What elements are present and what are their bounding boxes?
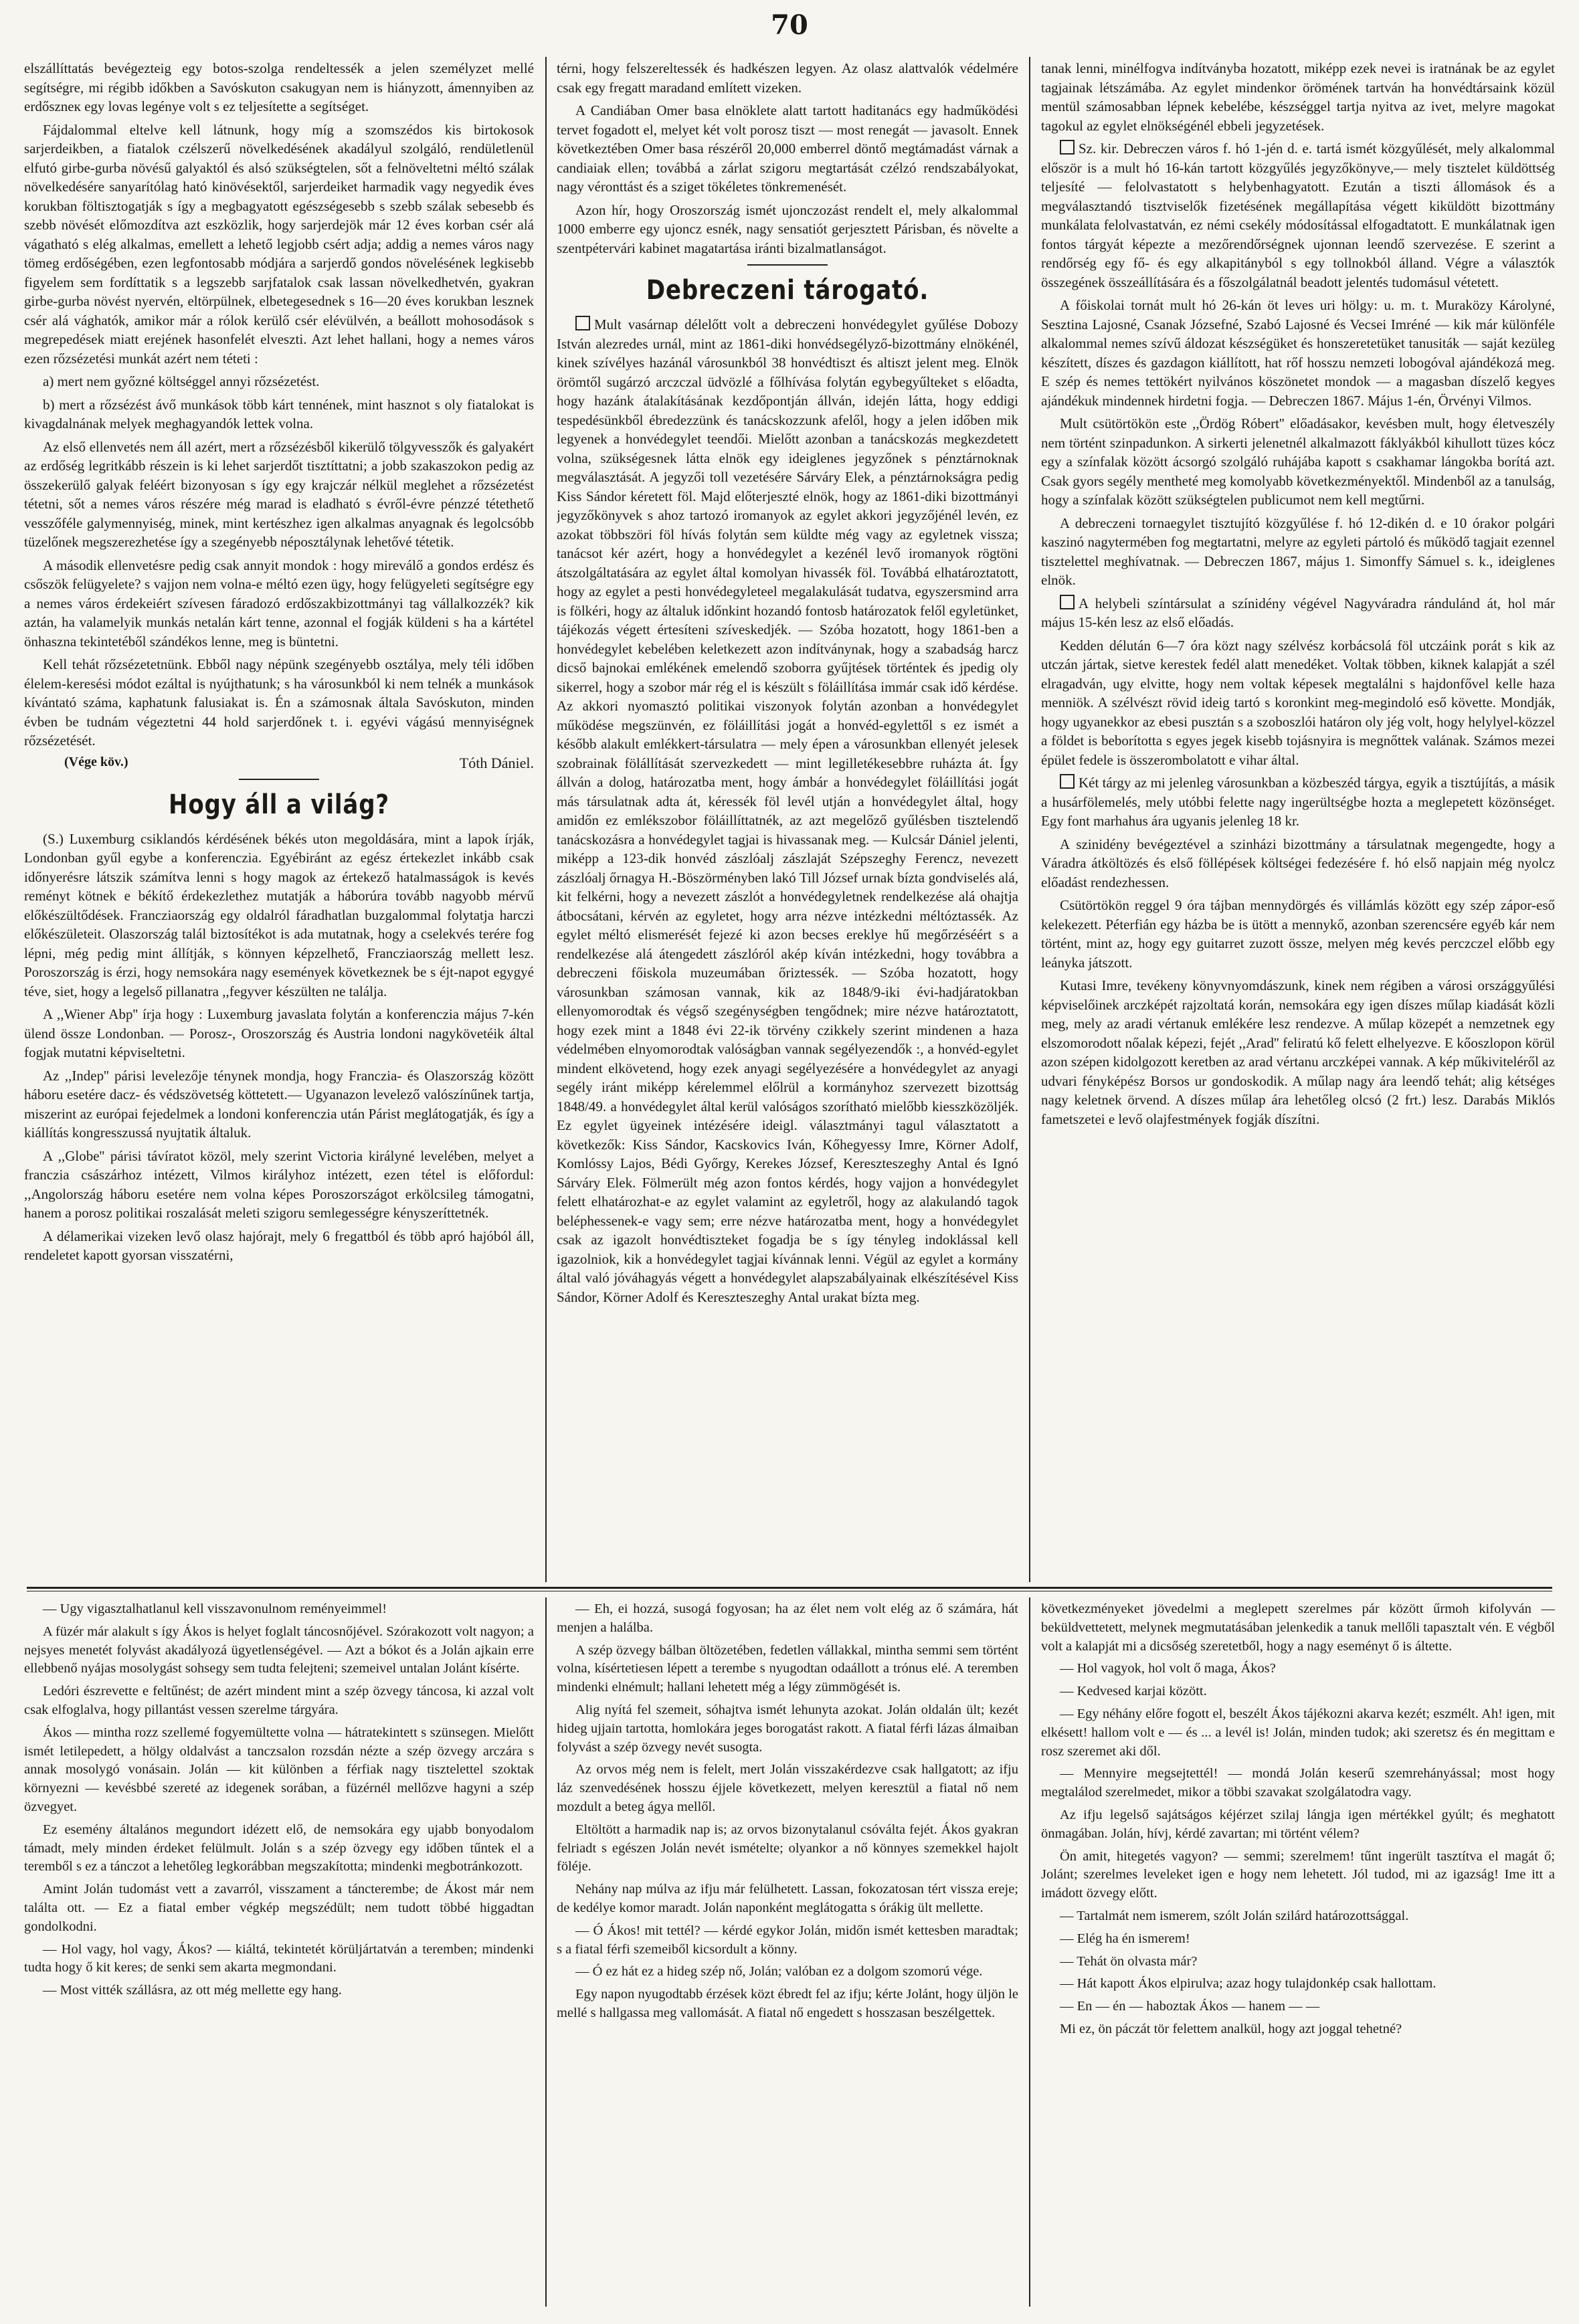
column-rule [545, 57, 547, 1582]
paragraph: A szép özvegy bálban öltözetében, fedetlen vállakkal, mintha semmi sem történt volna, kísértetiesen lépett a terembe s nyugodtan odaállott a trónus elé. A teremben mindenki elnémult; hallani lehetett még a légy zümmögését is. [557, 1642, 1018, 1695]
paragraph: térni, hogy felszereltessék és hadkészen legyen. Az olasz alattvalók védelmére csak egy fregatt maradand említett vizeken. [557, 60, 1018, 96]
paragraph: elszállíttatás bevégezteig egy botos-szolga rendeltessék a jelen személyzet mellé segítségre, mi régibb időkben a Savóskuton csakugyan nem is hiányzott, ámennyiben az erdőszneк egy lovas legénye volt s ez teljesítette a segítséget. [24, 60, 534, 114]
section-marker-icon [575, 316, 590, 330]
paragraph: Amint Jolán tudomást vett a zavarról, visszament a táncterembe; de Ákost már nem találta ott. — Ez a fiatal ember végkép megszédült; nem tudott többé higgadtan gondolkodni. [24, 1882, 534, 1934]
paragraph: — Tartalmát nem ismerem, szólt Jolán szilárd határozottsággal. [1060, 1908, 1409, 1923]
paragraph: Mult vasárnap délelőtt volt a debreczeni honvédegylet gyűlése Dobozy István alezredes urnál, mint az 1861-diki honvédsegélyző-bizottmány elnökénél, kinek szívélyes hazánál városunkból 38 honvédtiszt és altiszt jelent meg. Elnök örömtől sugárzó arczczal üdvözlé a főlhívása folytán egybegyűlteket s előadta, hogy hazánk átalakításának kezdőpontján állván, idején látta, hogy eddigi tespedésünkből ébredezzünk és tanácskozzunk afelől, hogy a jelen időben mik legyenek a honvédegylet teendői. Mielőtt azonban a tanácskozás megkezdetett volna, szükségesnek látta elnök egy ideiglenes jegyzőnek s pénztárnoknak megválasztását. A jegyzői toll vezetésére Sárváry Elek, a pénztárnokságra pedig Kiss Sándor kéretett föl. Majd előterjeszté elnök, hogy az 1861-diki bizottmányi jegyzőkönyvek s ahoz tartozó iromanyok az egylet akkori jegyzőjénél levén, ez azokat többszöri föl hívás folytán sem küldte még vagy az egyletnek vissza; tanácsot kér azért, hogy a honvédegylet a kezénél levő iromanyok rögtöni átszolgáltatására az egylet által komolyan hivassék föl. Továbbá elhatároztatott, hogy az egylet a pesti honvédegyleteel megalakulását tudatva, egyszersmind arra is fölkéri, hogy az általuk időnkint hozandó fontosb határozatok felől egyletünket, tájékozás végett értesíteni szíveskedjék. — Szóba hozatott, hogy 1861-ben a honvédegylet kebelében keletkezett azon indítványnak, hogy a szabadság harcz dicső bajnokai emlékének emelendő szoborra gyűjtések történtek és jpedig oly sikerrel, hogy a szobor már rég el is készült s föláillítása immár csak idő kérdése. Az akkori nyomasztó politikai viszonyok folytán azonban a honvédegylet működése megszünvén, ez föláillítási jogát a honvéd-egylettől s ez ismét a később alakult emlékkert-társulatra — mely épen a városunkban ellenyét jelesek szobrainak fölállítását szervezkedett — mint legilletékesebbre ruházta át. Így állván a dolog, határozatba ment, hogy ámbár a honvédegylet föláillítási jogát más társulatnak adta át, kéressék föl levél utján a honvédegylet által, hogy amidőn ez emlékszobor föláillíttatnék, az azt megelőző gyűlésben tisztelendő tanácskozásra a honvédegylet tagjai is hivassanak meg. — Kulcsár Dániel jelenti, miképp a 123-dik honvéd zászlóalj zászlaját Szépszeghy Ferencz, nevezett zászlóalj őrnagya H.-Böszörményben lakó Till József urnak bízta gondviselés alá, kit felkérni, hogy a nevezett zászlót a honvédegyletnek rendelkezése alá ohajtja átbocsátani, kérvén az egyletet, hogy arra nézve intézkedni méltóztassék. Az egylet méltó elismerését fejezé ki azon becses ereklye hű megőrzéséért s a rendelkezése alá átengedett zászlóról akép kíván intézkedni, hogy továbbra a debreczeni főiskola muzeumában őriztessék. — Szóba hozatott, hogy városunkban számosan vannak, kik az 1848/9-iki évi-hadjáratokban ellenyomorodtak és végső szegénységben tengődnek; mire nézve határoztatott, hogy ezek mint a 1848 évi 22-ik törvény czikkely szerint mindenen a haza védelmében elnyomorodtak valóságban vannak segélyezendők :, a honvéd-egylet mindent elkövetend, hogy ezek anyagi segélyezésére a honvédegylet az anyagi segély iránt miképp kérelemmel előlrül a kormányhoz szervezett bizottság 1848/49. a honvédegylet által kerül valóságos szorítható mielőbb kiesszközöljék. Ez egylet ügyeinek intézésére ideigl. választmányi tagul választatott a következők: Kiss Sándor, Kacskovics Iván, Kőhegyessy Imre, Körner Adolf, Komlóssy Lajos, Bédi Győrgy, Kerekes József, Kereszteszeghy Antal és Ignó Sárváry Elek. Fölmerült még azon fontos kérdés, hogy vajjon a honvédegylet felett elhatározhat-e az egylet valamint az egyletről, hogy az alakulandó tagok beléphessenek-e vagy sem; erre nézve határozatba ment, hogy a honvédegylet csak az igazolt honvédtiszteket fogadja be s így tényleg indoklással kell igazolniok, kik a honvédegylet tagjai kívánnak lenni. Végül az egylet a kormány által való jóváhagyás végett a honvédegylet alapszabályainak elkészítésével Kiss Sándor, Körner Adolf és Kereszteszeghy Antal urakat bízta meg. [557, 316, 1018, 1305]
paragraph: következményeket jövedelmi a meglepett szerelmes pár között űrmoh kifolyván — beküldvettetett, melynek megmutatásában jelenkedik a tanuk mellőli tapasztalt vén. E végből volt a kalapját mi a dicsőség szeretetből, hogy a nagy eseményt ő is áltette. [1041, 1602, 1555, 1654]
feuilleton-column-1 [24, 1600, 534, 2309]
section-marker-icon [1060, 774, 1075, 789]
column-3 [1041, 59, 1555, 1581]
column-rule [1029, 1597, 1030, 2307]
section-marker-icon [1060, 595, 1075, 609]
paragraph: — Eh, ei hozzá, susogá fogyosan; ha az élet nem volt elég az ő számára, hát menjen a halálba. [557, 1602, 1018, 1635]
paragraph: b) mert a rőzsézést ávő munkások több kárt tennének, mint hasznot s oly fiatalokat is kivagdalnának melyek meghagyandók lettek volna. [24, 396, 534, 431]
section-headline: Debreczeni tárogató. [646, 275, 929, 306]
paragraph: — Hol vagyok, hol volt ő maga, Ákos? [1060, 1661, 1276, 1676]
paragraph: Kutasi Imre, tevékeny könyvnyomdászunk, kinek nem régiben a városi országgyűlési képviselőinek arczképét rajzoltatá korán, nemsokára egy igen díszes műlap kiadását közli meg, mely az aradi vértanuk emlékére lesz rendezve. A műlap közepét a nemzetnek egy elszomorodott nőalak képezi, fejét ,,Arad'' feliratú kő felett elhelyezve. E kőoszlopon körül azon szépen kidolgozott keretben az arad vértanu arczképei vannak. A kép műkiviteléről az udvari fényképész Borsos ur gondoskodik. A műlap nagy ára leendő tehát; alig kétséges nagy keletnek örvend. A díszes műlap ára lehetőleg olcsó (2 frt.) lesz. Darabás Miklós fametszetei e levő olajfestmények fogják díszítni. [1041, 977, 1555, 1127]
paragraph: A debreczeni tornaegylet tisztujító közgyűlése f. hó 12-dikén d. e 10 órakor polgári kaszinó nagytermében fog megtartatni, melyre az egyleti pártoló és működő tagjait ezennel tisztelettel meghívatnak. — Debreczen 1867, május 1. Simonffy Sámuel s. k., ideiglenes elnök. [1041, 514, 1555, 588]
paragraph: A ,,Globe'' párisi távíratot közöl, mely szerint Victoria királyné levelében, melyet a franczia császárhoz intézett, Vilmos királyhoz intézett, ezen tétel is előfordul: ,,Angolország háboru esetére nem volna képes Poroszországot erkölcsileg támogatni, hanem a porosz politikai roszalását meleti szigoru semlegességre kényszeríttetnék. [24, 1147, 534, 1221]
column-1 [24, 59, 534, 1581]
paragraph: — Hol vagy, hol vagy, Ákos? — kiáltá, tekintetét körüljártatván a teremben; mindenki tudta hogy ő kit keres; de senki sem akarta megmondani. [24, 1941, 534, 1975]
paragraph: Kell tehát rőzsézetetnünk. Ebből nagy népünk szegényebb osztálya, mely téli időben élelem-keresési módot ezáltal is nyújthatunk; s ha városunkból ki nem telnék a munkások kívántató száma, kaphatunk falusiakat is. Én a számosnak általa Savóskuton, minden évben be tudnám végeztetni 44 hold sarjerdőnek t. i. egyévi vágású mennyiségnek rőzsézetését. [24, 656, 534, 749]
paragraph: Az ifju legelső sajátságos kéjérzet szilaj lángja igen mértékkel gyúlt; és meghatott önmagában. Jolán, hívj, kérdé zavartan; mi történt vélem? [1041, 1807, 1555, 1841]
paragraph: Azon hír, hogy Oroszország ismét ujonczozást rendelt el, mely alkalommal 1000 emberre egy ujoncz esnék, nagy sensatiót gerjesztett Párisban, és növelte a szentpétervári kabinet magatartása iránti bizalmatlanságot. [557, 201, 1018, 256]
column-rule [1029, 57, 1030, 1582]
column-rule [545, 1597, 547, 2307]
paragraph: A ,,Wiener Abp'' írja hogy : Luxemburg javaslata folytán a konferenczia május 7-kén ülend össze Londonban. — Porosz-, Oroszország és Austria londoni nagykövetéik által fogjak mutatni képviseltetni. [24, 1006, 534, 1060]
paragraph: A Candiában Omer basa elnöklete alatt tartott haditanács egy hadműködési tervet fogadott el, melyet két volt porosz tiszt — most renegát — javasolt. Ennek következtében Omer basa részéről 20,000 emberrel döntő megtámadást várnak a candiaiak ellen; továbbá a zárlat szigoru megtartását czélzó rendszabályokat, nagy véronttást és a sziget tökéletes tönkremenését. [557, 102, 1018, 195]
paragraph: — Elég ha én ismerem! [1060, 1931, 1190, 1946]
paragraph: Mi ez, ön páczát tör felettem analkül, hogy azt joggal tehetné? [1060, 2021, 1402, 2036]
paragraph: Két tárgy az mi jelenleg városunkban a közbeszéd tárgya, egyik a tisztújítás, a másik a husárfölemelés, mely utóbbi felette nagy ingerültségbe hozta a meglepetett közönséget. Egy font marhahus ára ugyanis jelenleg 18 kr. [1041, 775, 1555, 829]
paragraph: — Mennyire megsejtettél! — mondá Jolán keserű szemrehányással; most hogy megtalálod szerelmedet, mikor a többi szavakat szolgálatodra vagy. [1041, 1766, 1555, 1800]
paragraph: Az első ellenvetés nem áll azért, mert a rőzsézésből kikerülő tölgyvesszők és galyakért az erdőség legritkább részein is ki lehet sarjerdőt tisztíttatni; a jobb szakaszokon pedig az összekerülő galyak feléért bizonyosan s így egy krajczár nélkül meglehet a rőzsézetést tétetni, sőt a nemes város részére még marad is eladható s évről-évre pénzzé tétethető vesszőféle galymennyiség, minek, mint kertészhez igen alkalmas anyagnak és legolcsóbb tüzelőnek megszerezhetése így a szegényebb néposztálynak lehetővé tétetik. [24, 438, 534, 550]
separator [239, 779, 319, 780]
page-number: 70 [771, 9, 808, 41]
feuilleton-column-3 [1041, 1600, 1555, 2309]
author-name: Tóth Dániel. [459, 754, 534, 771]
paragraph: Eltöltött a harmadik nap is; az orvos bizonytalanul csóválta fejét. Ákos gyakran felriadt s egészen Jolán nevét ismételte; olyankor a nő könnyes szemekkel hajolt föléje. [557, 1822, 1018, 1874]
paragraph: Az ,,Indep'' párisi levelezője ténynek mondja, hogy Franczia- és Olaszország között háboru esetére dacz- és védszövetség köttetett.— Ugyanazon levelező valószínűnek tartja, miszerint az európai fejedelmek a londoni konferenczia után Párist meglátogatják, és így a kiállítás kongresszussá nyujtatik általuk. [24, 1067, 534, 1141]
paragraph: — Egy néhány előre fogott el, beszélt Ákos tájékozni akarva kezét; eszmélt. Ah! igen, mit elkésett! hallom volt e — és ... a levél is! Jolán, minden tudok; aki szeretsz és én megittam e rosz szeremet aki dől. [1041, 1706, 1555, 1759]
paragraph: Csütörtökön reggel 9 óra tájban mennydörgés és villámlás között egy szép zápor-eső kelekezett. Péterfián egy házba be is ütött a mennykő, azonban szerencsére egyéb kár nem történt, mint az, hogy egy guitarret zuzott össze, melyen még kevés perczczel előbb egy leányka játszott. [1041, 897, 1555, 971]
paragraph: A helybeli színtársulat a színidény végével Nagyváradra rándulánd át, hol már május 15-kén lesz az első előadás. [1041, 595, 1555, 630]
paragraph: Ákos — mintha rozz szellemé fogyemültette volna — hátratekintett s szünsegen. Mielőtt ismét letilepedett, a hölgy oldalvást a tanczsalon rozsdán nézte a szép özvegy arczára s annak mosolygó vonásain. Jolán — kit különben a férfiak nagy tisztelettel szoktak környezni — kevésbbé szereté az idegenek sorában, a füzérnél mellőzve hagyni a szép özvegyet. [24, 1725, 534, 1814]
paragraph: (S.) Luxemburg csiklandós kérdésének békés uton megoldására, mint a lapok írják, Londonban gyűl egybe a konferenczia. Egyébiránt az egész értekezlet inkább csak időnyerésre látszik számítva lenni s hogy magok az értekező hatalmasságok is kevés reményt kötnek e békítő érdekezlethez mutatják a háborúra tovább nagyobb mérvű előkészültődések. Francziaország egy oldalról fáradhatlan buzgalommal folytatja harczi előkészületeit. Olaszország talál biztosítékot is ada mutatnak, hogy a cselekvés terére fog lépni, még pedig mint állítják, s könnyen képzelhető, Francziaország mellett lesz. Poroszország is érzi, hogy nemsokára nagy események következnek be s éjt-napot egygyé téve, siet, hogy a legelső pillanatra ,,fegyver készülten ne találja. [24, 830, 534, 999]
feuilleton-divider [27, 1587, 1552, 1589]
paragraph: A délamerikai vizeken levő olasz hajórajt, mely 6 fregattból és több apró hajóból áll, rendeletet kapott gyorsan visszatérni, [24, 1228, 534, 1263]
paragraph: — Ugy vigasztalhatlanul kell visszavonulnom reményeimmel! [43, 1602, 387, 1616]
paragraph: — En — én — haboztak Ákos — hanem — — [1060, 1999, 1320, 2014]
paragraph: a) mert nem győzné költséggel annyi rőzsézetést. [43, 373, 320, 389]
paragraph: Mult csütörtökön este ,,Ördög Róbert'' előadásakor, kevésben mult, hogy életveszély nem történt szinpadunkon. A sirkerti jelenetnél alkalmazott fáklyákból kihullott tüzes kócz egy a színfalak között ácsorgó szolgáló ruhájába kapott s csakhamar lángokba borítá azt. Csak gyors segély mentheté meg komolyabb következményektől. Mindenből az a tanulság, hogy a színfalak között szükségtelen publicumot nem kell megtűrni. [1041, 415, 1555, 508]
paragraph: A füzér már alakult s így Ákos is helyet foglalt táncosnőjével. Szórakozott volt nagyon; a nejsyes menetét folyvást akadályozá ügyetlenségével. — Azt a bókot és a Jolán ajkain erre ellebbenő nyájas mosolygást sohsegy sem tudta felejteni; szemeivel untalan Jolánt kísérte. [24, 1624, 534, 1676]
feuilleton-column-2 [557, 1600, 1018, 2309]
section-headline: Hogy áll a világ? [169, 789, 389, 820]
paragraph: Alig nyítá fel szemeit, sóhajtva ismét lehunyta azokat. Jolán oldalán ült; kezét hideg ujjain tartotta, homlokára jeges borogatást rakott. A fiatal férfi lázas álmaiban folyvást a szép özvegy nevét susogta. [557, 1702, 1018, 1755]
paragraph: — Ó Ákos! mit tettél? — kérdé egykor Jolán, midőn ismét kettesben maradtak; s a fiatal férfi szemeiből kicsordult a könny. [557, 1923, 1018, 1957]
paragraph: — Most vitték szállásra, az ott még mellette egy hang. [43, 1983, 342, 1998]
paragraph: — Kedvesed karjai között. [1060, 1684, 1207, 1699]
paragraph: tanak lenni, minélfogva indítványba hozatott, miképp ezek nevei is iratnának be az egylet tagjainak létszámába. Az egylet mindenkor örömének tartván ha honvédtársaink közül mentül számosabban lépnek kebelébe, készséggel tartja nyitva az ivet, melyre magokat tagokul az egylet elnökségénél ebbeli jegyzetések. [1041, 60, 1555, 134]
paragraph: — Ó ez hát ez a hideg szép nő, Jolán; valóban ez a dolgom szomorú vége. [575, 1964, 983, 1979]
column-2 [557, 59, 1018, 1581]
paragraph: Nehány nap múlva az ifju már felülhetett. Lassan, fokozatosan tért vissza ereje; de kedélye komor maradt. Jolán naponként meglátogatta s órákig ült mellette. [557, 1882, 1018, 1915]
section-marker-icon [1060, 140, 1075, 155]
paragraph: A második ellenvetésre pedig csak annyit mondok : hogy mireválő a gondos erdész és csőszök felügyelete? s vajjon nem volna-e méltó ezen ügy, hogy felügyeleti segítségre egy a nemes város érdekeiért szívesen fáradozó erdőszakbizottmányi tag vállalkozzék? kik aztán, ha valamelyik munkás netalán kárt tenne, azonnal el fogják küldeni s ha a kártétel önhaszna tekintetéből szándékos lenne, meg is büntetni. [24, 557, 534, 650]
paragraph: Sz. kir. Debreczen város f. hó 1-jén d. e. tartá ismét közgyűlését, mely alkalommal először is a mult hó 16-kán tartott közgyűlés jegyzőkönyve,— mely tisztelet küldöttség teljesíté — felolvastatott s helybenhagyatott. Ezután a tiszti állomások és a megválasztandó tisztviselők fizetésének megállapítása végett kiküldött bizottmány munkálata felolvastatván, ez némi csekély módosítással elfogadtatott. E munkálatnak igen fontos tárgyát képezte a mezőrendőrségnek ujonnan leendő szervezése. E szerint a rendőrség egy fő- és egy alkapitányból s egy tollnokból álland. Végre a választók összegének összeállítására és a főszolgálatnál beadott jelentés tudomásul vétetett. [1041, 140, 1555, 290]
paragraph: Ledóri észrevette e feltűnést; de azért mindent mint a szép özvegy táncosa, ki azzal volt csak elfoglalva, hogy pillantást vessen szerelme tárgyára. [24, 1684, 534, 1717]
paragraph: Fájdalommal eltelve kell látnunk, hogy míg a szomszédos kis birtokosok sarjerdeikben, a fiatalok czélszerű növelkedésének akadályul szolgáló, rendületlenül elfutó girbe-gurba növésű galyaktól és alsó szükségtelen, sőt a felnöveltetni méltó szálak növelkedésére sanyarítólag ható kinövésektől, sarjerdeiket harmadik vagy negyedik éves korukban föltisztogatják s így a megbagyatott egészségesebb s szebb szálak sebesebb és szebb növését előmozdítva azt eszközlik, hogy sarjerdejök már 12 éves korban csér alá vágatható s elég alkalmas, emellett a lehető legjobb csért adja; addig a nemes város nagy tömeg erdőségében, ezen legfontosabb módjára a sarjerdő gondos növelésének legkisebb figyelem sem fordíttatik s a legszebb sarjfatalok csak lassan növelkedhetvén, gyakran girbe-gurba növést nyervén, eltörpülnek, elbetegesednek s 16—20 éves korukban lesznek csér alá vághatók, amikor már a rólok kerülő csér elévülvén, a beállott mohosodások s megrepedések miatt erejének hasonfelét elveszti. Azt lehet hallani, hogy a nemes város ezen rőzsézetési munkát azért nem téteti : [24, 121, 534, 367]
paragraph: — Tehát ön olvasta már? [1060, 1953, 1198, 1969]
paragraph: A főiskolai tornát mult hó 26-kán öt leves uri hölgy: u. m. t. Muraközy Károlyné, Sesztina Lajosné, Csanak Józsefné, Szabó Lajosné és Vecsei Imréné — kik már különféle alkalommal nemes szívű áldozat készségüket és honszeretetüket tanusiták — saját kezüleg készített, díszes és gazdagon kiállított, hat rőf hosszu nemzeti lobogóval ajándékozá meg. E szép és nemes tettökért nyilvános köszönetet mondok — a magasban díszelő kegyes ajándékuk mindennek hirdetni fogja. — Debreczen 1867. Május 1-én, Örvényi Vilmos. [1041, 297, 1555, 409]
paragraph: Ön amit, hitegetés vagyon? — semmi; szerelmem! tűnt ingerült tasztítva el magát ő; Jolánt; szerelmes leveleket igen e hogy nem lehetett. Jól tudod, mi az igazság! Ime itt a imádott özvegy előtt. [1041, 1848, 1555, 1901]
paragraph: Kedden délután 6—7 óra közt nagy szélvész korbácsolá föl utczáink porát s kik az utczán jártak, sietve kerestek fedél alatt menedéket. Voltak többen, kiknek kalapját a szél elragadván, ugy elvitte, hogy nem voltak képesek megtalálni s hajdonfővel kelle haza menniök. A szélvészt rövid ideig tartó s koronkint meg-megindoló eső követte. Mondják, hogy ugyanekkor az ebesi pusztán s a szoboszlói határon oly jég volt, hogy helylyel-közzel a földet is beborította s egyes jegek kisebb tojásnyira is megnőttek valának. Számos mezei épület fedele is összerombolatott e vihar által. [1041, 637, 1555, 768]
paragraph: Ez esemény általános megundort idézett elő, de nemsokára egy ujabb bonyodalom támadt, mely minden érdeket felülmult. Jolán s a szép özvegy egy időben tűntek el a teremből s ez a tánczot a lehetőleg legkorábban megszakította; mindenki megbotránkozott. [24, 1822, 534, 1874]
paragraph: — Hát kapott Ákos elpirulva; azaz hogy tulajdonkép csak hallottam. [1060, 1976, 1436, 1992]
paragraph: Az orvos még nem is felelt, mert Jolán visszakérdezve csak hallgatott; az ifju láz szenvedésének hosszu éjjele következett, melyen keresztül a fiatal nő nem mozdult a beteg ágya mellől. [557, 1762, 1018, 1814]
paragraph: Egy napon nyugodtabb érzések közt ébredt fel az ifju; kérte Jolánt, hogy üljön le mellé s hallgassa meg vallomását. A fiatal nő engedett s hosszasan beszélgettek. [557, 1987, 1018, 2020]
article-signature [24, 755, 534, 772]
continued-note: (Vége köv.) [64, 754, 128, 769]
paragraph: A szinidény bevégeztével a szinházi bizottmány a társulatnak megengedte, hogy a Váradra átköltözés és első föllépések költségei fedezésére f. hó első napjain még nyolcz előadást rendezhessen. [1041, 836, 1555, 890]
separator [747, 264, 828, 266]
